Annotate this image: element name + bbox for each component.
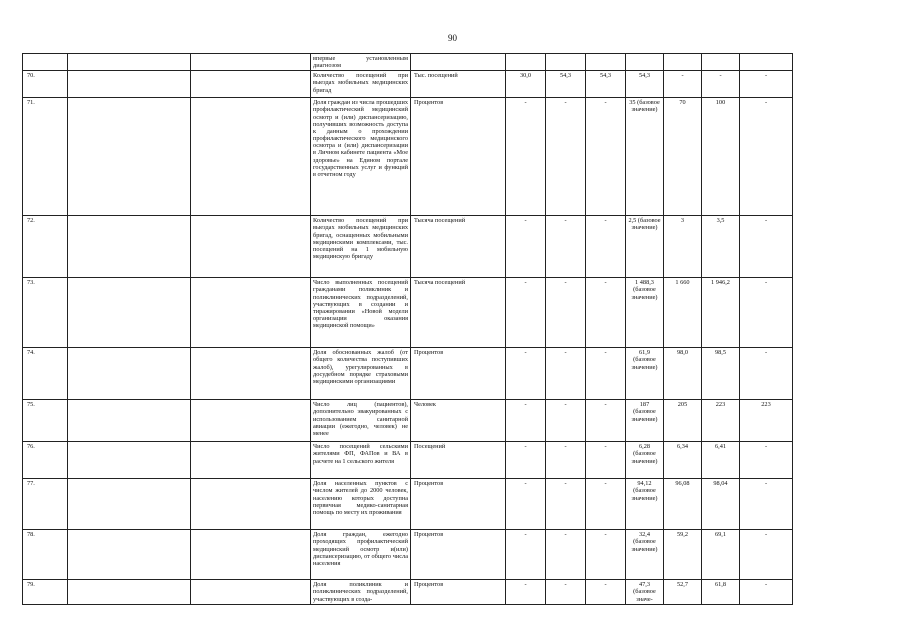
value-cell: - [586,216,626,278]
value-cell: - [586,278,626,348]
value-cell [546,54,586,71]
value-cell: - [664,71,702,98]
value-cell: 59,2 [664,530,702,580]
blank-cell [191,442,311,479]
table-row [23,479,793,530]
unit-cell: Тысяча посещений [411,216,506,278]
value-cell: - [506,442,546,479]
value-cell: - [506,530,546,580]
value-cell: - [546,400,586,442]
blank-cell [191,278,311,348]
blank-cell [68,348,191,400]
value-cell: 6,41 [702,442,740,479]
table-row [23,400,793,442]
value-cell: 94,12 (базовое значение) [626,479,664,530]
value-cell: 54,3 [626,71,664,98]
value-cell: - [586,530,626,580]
value-cell: 52,7 [664,580,702,604]
value-cell: 96,08 [664,479,702,530]
value-cell: 223 [740,400,793,442]
unit-cell: Посещений [411,442,506,479]
value-cell: - [506,278,546,348]
unit-cell: Процентов [411,348,506,400]
unit-cell: Процентов [411,98,506,216]
blank-cell [68,98,191,216]
value-cell: - [740,216,793,278]
blank-cell [191,348,311,400]
row-number-cell: 76. [23,442,68,479]
table-row [23,442,793,479]
blank-cell [191,98,311,216]
value-cell: - [546,442,586,479]
table-row [23,278,793,348]
row-number-cell: 74. [23,348,68,400]
indicator-name-cell: Доля граждан из числа прошедших профилактический медицинский осмотр и (или) диспансеризацию, получивших возможность доступа к данным о прохождении профилактического медицинского осмотра и (или) диспансеризации в Личном кабинете пациента «Мое здоровье» на Едином портале государственных услуг и функций в отчетном году [311,98,411,216]
value-cell: 1 946,2 [702,278,740,348]
value-cell: - [546,348,586,400]
unit-cell: Человек [411,400,506,442]
value-cell: - [740,479,793,530]
row-number-cell [23,54,68,71]
value-cell: - [506,479,546,530]
value-cell: - [546,278,586,348]
value-cell [702,54,740,71]
value-cell: - [546,530,586,580]
value-cell: 70 [664,98,702,216]
value-cell: - [740,442,793,479]
value-cell: - [586,348,626,400]
table-row [23,98,793,216]
value-cell: - [546,98,586,216]
value-cell: 35 (базовое значение) [626,98,664,216]
blank-cell [68,71,191,98]
blank-cell [191,54,311,71]
blank-cell [68,530,191,580]
value-cell: - [506,348,546,400]
row-number-cell: 78. [23,530,68,580]
value-cell: - [506,580,546,604]
row-number-cell: 77. [23,479,68,530]
value-cell: 2,5 (базовое значение) [626,216,664,278]
blank-cell [68,216,191,278]
indicator-name-cell: Доля граждан, ежегодно проходящих профилактический медицинский осмотр и(или) диспансеризацию, от общего числа населения [311,530,411,580]
indicator-name-cell: Доля населенных пунктов с числом жителей до 2000 человек, населению которых доступна первичная медико-санитарная помощь по месту их проживания [311,479,411,530]
value-cell: - [740,530,793,580]
blank-cell [68,479,191,530]
blank-cell [191,580,311,604]
page-number: 90 [448,33,457,43]
value-cell: 3 [664,216,702,278]
blank-cell [191,400,311,442]
value-cell [586,54,626,71]
value-cell: 30,0 [506,71,546,98]
row-number-cell: 70. [23,71,68,98]
blank-cell [68,54,191,71]
value-cell [664,54,702,71]
value-cell: 32,4 (базовое значение) [626,530,664,580]
value-cell [506,54,546,71]
value-cell: - [586,98,626,216]
row-number-cell: 73. [23,278,68,348]
indicator-name-cell: Число выполненных посещений гражданами поликлиник и поликлинических подразделений, участвующих в создании и тиражировании «Новой модели организации оказания медицинской помощи» [311,278,411,348]
indicator-name-cell: Число лиц (пациентов), дополнительно эвакуированных с использованием санитарной авиации (ежегодно, человек) не менее [311,400,411,442]
value-cell: - [586,442,626,479]
value-cell: - [506,216,546,278]
unit-cell [411,54,506,71]
value-cell: 98,0 [664,348,702,400]
value-cell: - [740,71,793,98]
indicator-name-cell: Количество посещений при выездах мобильных медицинских бригад [311,71,411,98]
unit-cell: Процентов [411,530,506,580]
value-cell: - [740,580,793,604]
value-cell: 6,34 [664,442,702,479]
indicator-name-cell: Доля обоснованных жалоб (от общего количества поступивших жалоб), урегулированных в досудебном порядке страховыми медицинскими организациями [311,348,411,400]
value-cell: 54,3 [546,71,586,98]
table-row [23,71,793,98]
unit-cell: Процентов [411,479,506,530]
indicator-table-container [22,53,792,605]
value-cell: - [740,278,793,348]
value-cell: 205 [664,400,702,442]
value-cell: 223 [702,400,740,442]
value-cell: - [740,98,793,216]
value-cell: - [586,580,626,604]
value-cell: 187 (базовое значение) [626,400,664,442]
value-cell: 47,3 (базовое значе- [626,580,664,604]
blank-cell [68,278,191,348]
table-row [23,216,793,278]
value-cell: 98,5 [702,348,740,400]
value-cell: - [546,216,586,278]
value-cell: - [740,348,793,400]
blank-cell [191,71,311,98]
unit-cell: Процентов [411,580,506,604]
value-cell: - [702,71,740,98]
indicator-name-cell: Доля поликлиник и поликлинических подразделений, участвующих в созда- [311,580,411,604]
row-number-cell: 79. [23,580,68,604]
value-cell: 61,8 [702,580,740,604]
value-cell: - [546,580,586,604]
value-cell: 1 660 [664,278,702,348]
blank-cell [68,400,191,442]
value-cell [626,54,664,71]
value-cell: 3,5 [702,216,740,278]
table-row [23,348,793,400]
row-number-cell: 72. [23,216,68,278]
table-row [23,54,793,71]
indicator-name-cell: впервые установленным диагнозом [311,54,411,71]
blank-cell [191,216,311,278]
unit-cell: Тысяча посещений [411,278,506,348]
value-cell: 6,28 (базовое значение) [626,442,664,479]
row-number-cell: 71. [23,98,68,216]
blank-cell [68,442,191,479]
value-cell: 98,04 [702,479,740,530]
value-cell: - [506,400,546,442]
indicator-table [22,53,793,605]
blank-cell [68,580,191,604]
value-cell [740,54,793,71]
unit-cell: Тыс. посещений [411,71,506,98]
row-number-cell: 75. [23,400,68,442]
value-cell: - [586,479,626,530]
blank-cell [191,479,311,530]
value-cell: 54,3 [586,71,626,98]
value-cell: 61,9 (базовое значение) [626,348,664,400]
value-cell: 100 [702,98,740,216]
value-cell: - [546,479,586,530]
value-cell: 1 488,3 (базовое значение) [626,278,664,348]
indicator-name-cell: Число посещений сельскими жителями ФП, ФАПов и ВА в расчете на 1 сельского жителя [311,442,411,479]
table-row [23,580,793,604]
blank-cell [191,530,311,580]
table-row [23,530,793,580]
value-cell: 69,1 [702,530,740,580]
value-cell: - [586,400,626,442]
value-cell: - [506,98,546,216]
indicator-name-cell: Количество посещений при выездах мобильных медицинских бригад, оснащенных мобильными медицинскими комплексами, тыс. посещений на 1 мобильную медицинскую бригаду [311,216,411,278]
